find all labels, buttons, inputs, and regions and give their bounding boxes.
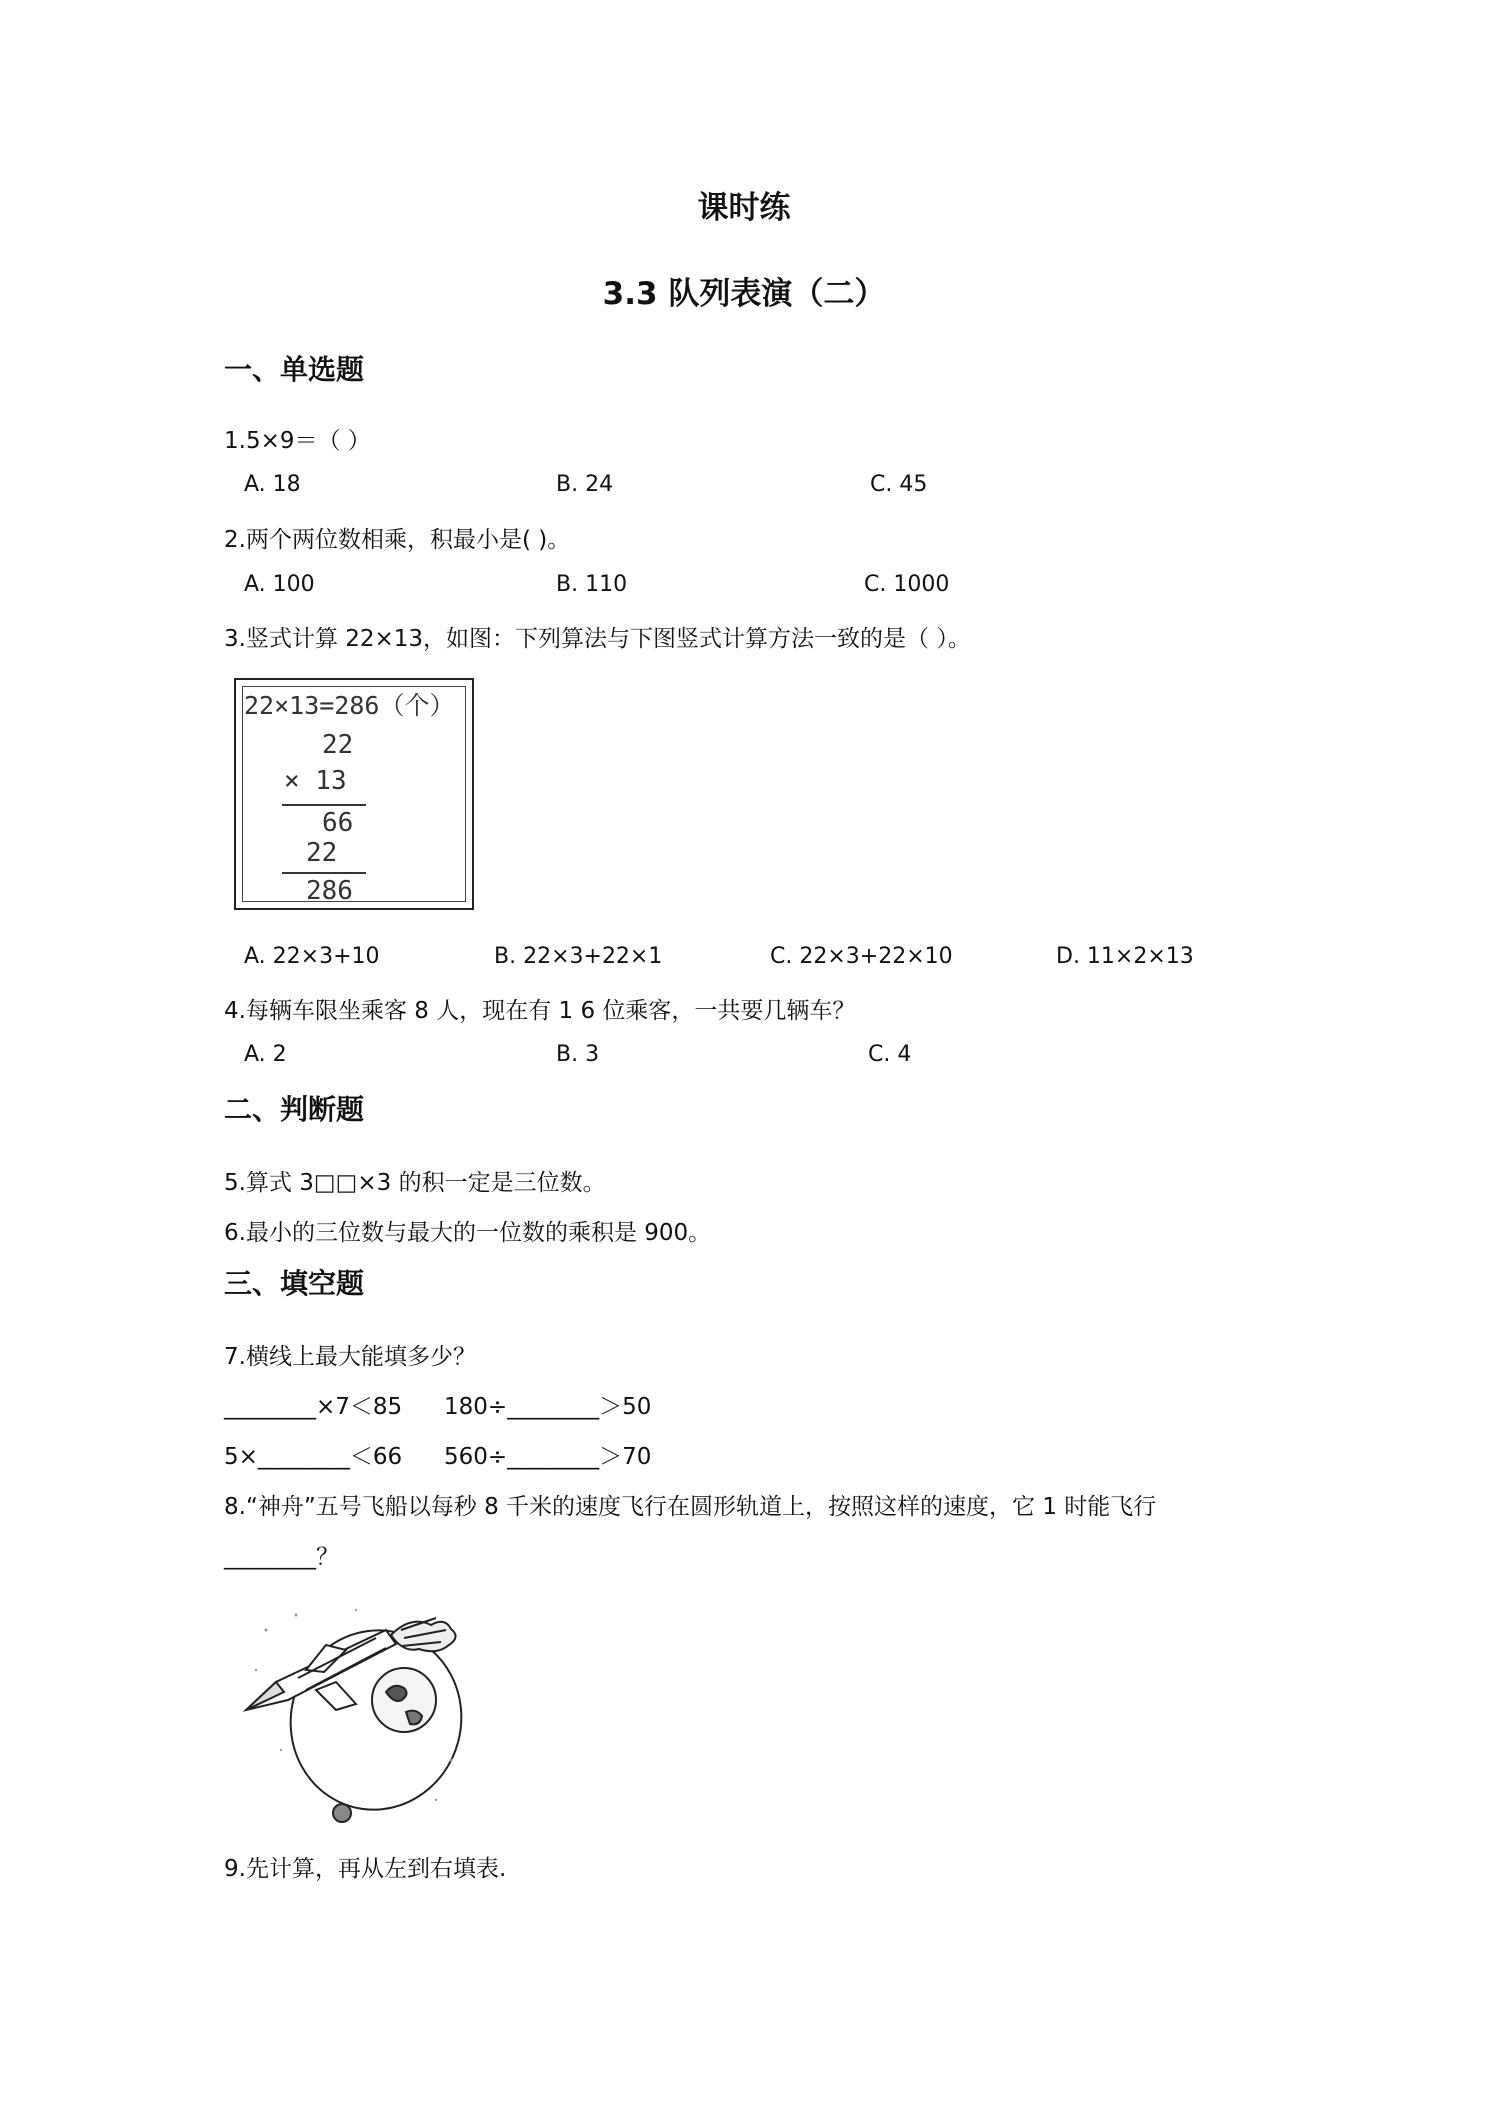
figure-rule-1 [282,804,366,806]
q4-option-a: A. 2 [244,1042,287,1067]
section-heading-single-choice: 一、单选题 [224,353,365,386]
figure-rule-2 [282,872,366,874]
page-subtitle: 3.3 队列表演（二） [602,276,886,312]
q3-option-a: A. 22×3+10 [244,944,380,969]
q3-option-d: D. 11×2×13 [1056,944,1194,969]
question-8-line-1: 8.“神舟”五号飞船以每秒 8 千米的速度飞行在圆形轨道上，按照这样的速度，它 1 时能飞行 [224,1494,1157,1520]
q7-row1-left: ________×7＜85 [224,1394,403,1420]
section-heading-true-false: 二、判断题 [224,1093,365,1126]
vertical-multiplication-figure [234,678,474,910]
figure-multiplicand: 22 [322,730,354,760]
q2-option-b: B. 110 [556,572,628,597]
q1-option-b: B. 24 [556,472,614,497]
q2-option-a: A. 100 [244,572,315,597]
question-7: 7.横线上最大能填多少？ [224,1344,476,1370]
q2-option-c: C. 1000 [864,572,950,597]
question-4: 4.每辆车限坐乘客 8 人，现在有 1 6 位乘客，一共要几辆车？ [224,998,856,1024]
q4-option-b: B. 3 [556,1042,600,1067]
figure-header: 22×13=286（个） [244,691,455,720]
page-title: 课时练 [697,190,791,226]
q1-option-c: C. 45 [870,472,928,497]
question-8-line-2: ________？ [224,1544,339,1570]
q7-row1-right: 180÷________＞50 [444,1394,652,1420]
q7-row2-right: 560÷________＞70 [444,1444,652,1470]
q3-option-c: C. 22×3+22×10 [770,944,953,969]
figure-result: 286 [306,876,353,906]
q7-row2-left: 5×________＜66 [224,1444,403,1470]
question-6: 6.最小的三位数与最大的一位数的乘积是 900。 [224,1220,712,1246]
q3-option-b: B. 22×3+22×1 [494,944,663,969]
figure-multiplier: × 13 [284,766,347,796]
q4-option-c: C. 4 [868,1042,912,1067]
question-2: 2.两个两位数相乘，积最小是( )。 [224,527,571,553]
q1-option-a: A. 18 [244,472,301,497]
figure-partial-2: 22 [306,838,338,868]
question-3: 3.竖式计算 22×13，如图：下列算法与下图竖式计算方法一致的是（ ）。 [224,626,971,652]
question-1: 1.5×9＝（ ） [224,428,371,454]
question-9: 9.先计算，再从左到右填表. [224,1856,507,1882]
section-heading-fill-blank: 三、填空题 [224,1267,365,1300]
spaceship-orbit-illustration [236,1600,476,1825]
figure-partial-1: 66 [322,808,354,838]
question-5: 5.算式 3□□×3 的积一定是三位数。 [224,1170,606,1196]
